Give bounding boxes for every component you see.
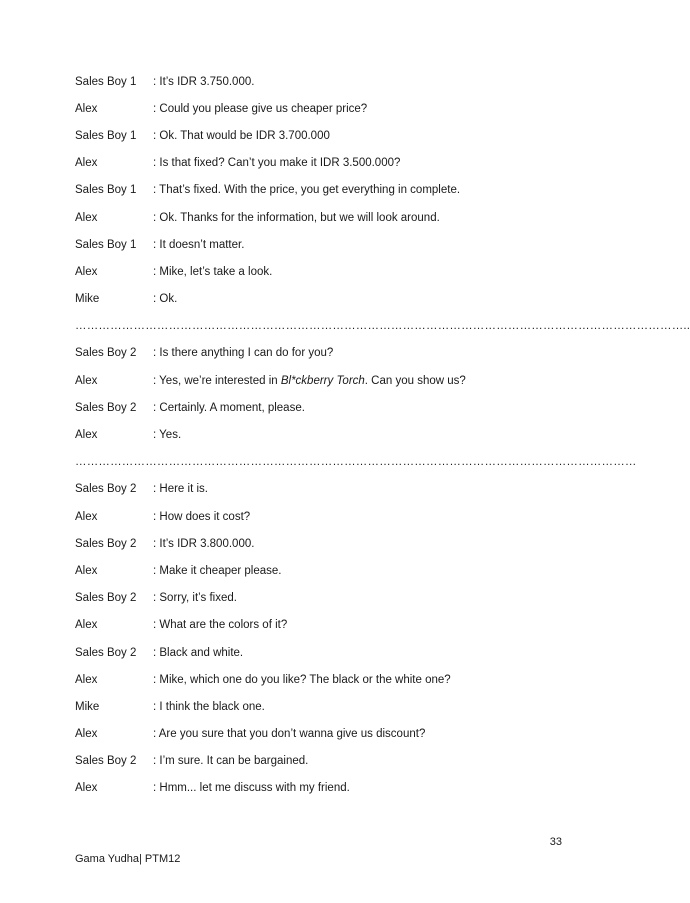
speaker-name: Sales Boy 2: [75, 347, 137, 360]
speech-text: [153, 375, 575, 387]
speaker-name: Sales Boy 1: [75, 75, 137, 88]
speaker-name: Sales Boy 2: [75, 755, 137, 768]
speech-text: : Make it cheaper please.: [153, 564, 282, 577]
dialogue-line: [75, 775, 575, 802]
dialogue-line: [75, 231, 575, 258]
speech-text: : I’m sure. It can be bargained.: [153, 755, 309, 768]
dialogue-line: [75, 258, 575, 285]
dialogue-line: [75, 721, 575, 748]
dialogue-line: [75, 612, 575, 639]
speaker-name: Alex: [75, 782, 98, 795]
dialogue-line: [75, 177, 575, 204]
speech-text: : Yes.: [153, 429, 182, 442]
speaker-name: Sales Boy 2: [75, 401, 137, 414]
dialogue-line: [75, 95, 575, 122]
speaker-name: Alex: [75, 673, 98, 686]
speaker-name: Alex: [75, 510, 98, 523]
speech-text: : How does it cost?: [153, 510, 251, 523]
dialogue-line: [75, 340, 575, 367]
dialogue-line: [75, 421, 575, 448]
speech-text: : It’s IDR 3.800.000.: [153, 537, 255, 550]
speaker-name: Alex: [75, 564, 98, 577]
dialogue-line: [75, 530, 575, 557]
speech-text: : Is that fixed? Can’t you make it IDR 3.500.000?: [153, 157, 401, 170]
speech-text: : Ok. That would be IDR 3.700.000: [153, 129, 330, 142]
speech-text: : Hmm... let me discuss with my friend.: [153, 782, 350, 795]
page-footer: Gama Yudha| PTM12: [75, 853, 181, 865]
speaker-name: Sales Boy 1: [75, 129, 137, 142]
speech-text: : Here it is.: [153, 483, 208, 496]
speech-text: : It doesn’t matter.: [153, 238, 245, 251]
speaker-name: Sales Boy 1: [75, 238, 137, 251]
dialogue-line: [75, 204, 575, 231]
speaker-name: Sales Boy 2: [75, 592, 137, 605]
dotted-separator: ………………………………………………………………………………………………………………………………: [75, 455, 637, 468]
dialogue-line: [75, 666, 575, 693]
dialogue-line: [75, 693, 575, 720]
speech-text: : Ok. Thanks for the information, but we will look around.: [153, 211, 440, 224]
speech-text: : What are the colors of it?: [153, 619, 288, 632]
speaker-name: Sales Boy 2: [75, 483, 137, 496]
speech-text: : That’s fixed. With the price, you get everything in complete.: [153, 184, 461, 197]
dialogue-line: [75, 394, 575, 421]
speaker-name: Sales Boy 2: [75, 537, 137, 550]
speaker-name: Alex: [75, 619, 98, 632]
speaker-name: Alex: [75, 265, 98, 278]
speech-text: : Certainly. A moment, please.: [153, 401, 305, 414]
dialogue-line: [75, 150, 575, 177]
speaker-name: Sales Boy 2: [75, 646, 137, 659]
dialogue-line: [75, 585, 575, 612]
speaker-name: Mike: [75, 293, 100, 306]
dialogue-line: [75, 367, 575, 394]
speech-text-after: . Can you show us?: [364, 374, 466, 387]
speech-text: : Mike, let’s take a look.: [153, 265, 273, 278]
dialogue-line: [75, 503, 575, 530]
dialogue-line: [75, 557, 575, 584]
speaker-name: Alex: [75, 728, 98, 741]
speech-text: : Are you sure that you don’t wanna give us discount?: [153, 728, 426, 741]
speech-text: : It’s IDR 3.750.000.: [153, 75, 255, 88]
dialogue-line: [75, 68, 575, 95]
speaker-name: Alex: [75, 211, 98, 224]
speech-text-before: : Yes, we’re interested in: [153, 374, 281, 387]
dialogue: [75, 68, 690, 802]
speaker-name: Alex: [75, 374, 98, 387]
speech-text: : Black and white.: [153, 646, 244, 659]
dotted-separator: …………………………………………………………………………………………………………………………………………..: [75, 319, 690, 332]
page-number: 33: [549, 836, 562, 848]
speaker-name: Alex: [75, 102, 98, 115]
dialogue-line: [75, 476, 575, 503]
dialogue-line: [75, 748, 575, 775]
speech-text: : I think the black one.: [153, 700, 265, 713]
speech-text: : Mike, which one do you like? The black or the white one?: [153, 673, 451, 686]
speech-text: : Is there anything I can do for you?: [153, 347, 334, 360]
product-name: Bl*ckberry Torch: [280, 374, 365, 387]
dialogue-line: [75, 286, 575, 313]
speech-text: : Ok.: [153, 293, 178, 306]
speech-text: : Sorry, it’s fixed.: [153, 592, 237, 605]
dialogue-line: [75, 639, 575, 666]
speech-text: : Could you please give us cheaper price?: [153, 102, 368, 115]
speaker-name: Alex: [75, 157, 98, 170]
speaker-name: Mike: [75, 700, 100, 713]
speaker-name: Alex: [75, 429, 98, 442]
speaker-name: Sales Boy 1: [75, 184, 137, 197]
dialogue-line: [75, 122, 575, 149]
